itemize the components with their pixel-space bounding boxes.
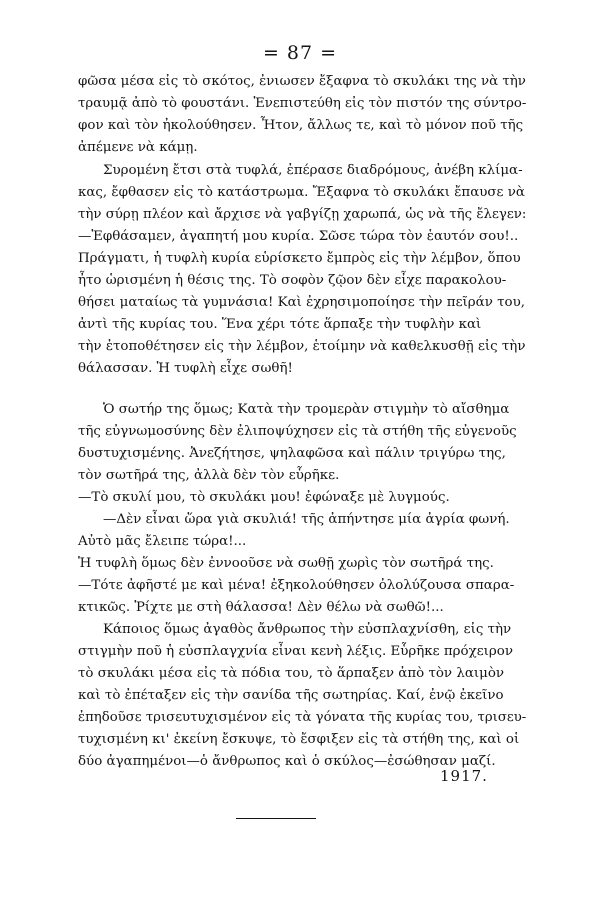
text-line: ἀπέμενε νὰ κάμῃ. [78, 140, 198, 155]
text-line: δύο ἀγαπημένοι—ὁ ἄνθρωπος καὶ ὁ σκύλος—ἐσώθησαν μαζί. [78, 754, 496, 769]
text-line: ἐπηδοῦσε τρισευτυχισμένον εἰς τὰ γόνατα τῆς κυρίας του, τρισευ- [78, 710, 527, 725]
text-line: φον καὶ τὸν ἠκολούθησεν. Ἦτον, ἄλλως τε, καὶ τὸ μόνον ποῦ τῆς [78, 118, 524, 133]
section-divider [236, 818, 316, 819]
text-line: τὸν σωτῆρά της, ἀλλὰ δὲν τὸν εὗρῆκε. [78, 468, 340, 483]
text-line: Συρομένη ἔτσι στὰ τυφλά, ἐπέρασε διαδρόμους, ἀνέβη κλίμα- [103, 163, 523, 178]
text-line: ἦτο ὡρισμένη ἡ θέσις της. Τὸ σοφὸν ζῷον δὲν εἶχε παρακολου- [78, 273, 507, 288]
text-line: δυστυχισμένης. Ἀνεζήτησε, ψηλαφῶσα καὶ πάλιν τριγύρω της, [78, 446, 506, 461]
text-line: Κάποιος ὅμως ἀγαθὸς ἄνθρωπος τὴν εὐσπλαχνίσθη, εἰς τὴν [103, 622, 512, 637]
text-line: τῆς εὐγνωμοσύνης δὲν ἐλιποψύχησεν εἰς τὰ στήθη τῆς εὐγενοῦς [78, 424, 517, 439]
text-line: Ἡ τυφλὴ ὅμως δὲν ἐννοοῦσε νὰ σωθῇ χωρὶς τὸν σωτῆρά της. [78, 556, 494, 571]
year-signature: 1917. [440, 767, 488, 785]
text-line: κτικῶς. Ῥίχτε με στὴ θάλασσα! Δὲν θέλω νὰ σωθῶ!... [78, 600, 444, 615]
text-line: —Ἐφθάσαμεν, ἀγαπητή μου κυρία. Σῶσε τώρα τὸν ἑαυτόν σου!.. [78, 229, 519, 244]
text-line: Αὐτὸ μᾶς ἔλειπε τώρα!... [78, 534, 247, 549]
text-line: —Δὲν εἶναι ὥρα γιὰ σκυλιά! τῆς ἀπήντησε μία ἀγρία φωνή. [103, 512, 510, 527]
text-line: στιγμὴν ποῦ ἡ εὐσπλαγχνία εἶναι κενὴ λέξις. Εὗρῆκε πρόχειρον [78, 644, 513, 659]
text-line: τὴν σύρῃ πλέον καὶ ἄρχισε νὰ γαβγίζῃ χαρωπά, ὡς νὰ τῆς ἔλεγεν: [78, 207, 527, 222]
text-line: τὸ σκυλάκι μέσα εἰς τὰ πόδια του, τὸ ἅρπαξεν ἀπὸ τὸν λαιμὸν [78, 666, 505, 681]
text-line: —Τότε ἀφῆστέ με καὶ μένα! ἐξηκολούθησεν ὀλολύζουσα σπαρα- [78, 578, 515, 593]
text-line: φῶσα μέσα εἰς τὸ σκότος, ἐνιωσεν ἔξαφνα τὸ σκυλάκι της νὰ τὴν [78, 74, 526, 89]
text-line: τραυμᾷ ἀπὸ τὸ φουστάνι. Ἐνεπιστεύθη εἰς τὸν πιστόν της σύντρο- [78, 96, 527, 111]
text-line: τὴν ἐτοποθέτησεν εἰς τὴν λέμβον, ἑτοίμην νὰ καθελκυσθῇ εἰς τὴν [78, 339, 526, 354]
text-line: κας, ἔφθασεν εἰς τὸ κατάστρωμα. Ἔξαφνα τὸ σκυλάκι ἔπαυσε νὰ [78, 185, 525, 200]
text-line: ἀντὶ τῆς κυρίας του. Ἕνα χέρι τότε ἅρπαξε τὴν τυφλὴν καὶ [78, 317, 482, 332]
text-line: —Τὸ σκυλί μου, τὸ σκυλάκι μου! ἐφώναξε μὲ λυγμούς. [78, 490, 450, 505]
text-line: Ὁ σωτήρ της ὅμως; Κατὰ τὴν τρομερὰν στιγμὴν τὸ αἴσθημα [103, 402, 510, 417]
text-line: θάλασσαν. Ἡ τυφλὴ εἶχε σωθῆ! [78, 361, 293, 376]
text-line: Πράγματι, ἡ τυφλὴ κυρία εὑρίσκετο ἔμπρὸς εἰς τὴν λέμβον, ὅπου [78, 251, 521, 266]
text-line: θήσει ματαίως τὰ γυμνάσια! Καὶ ἐχρησιμοποίησε τὴν πεῖράν του, [78, 295, 525, 310]
text-line: καὶ τὸ ἐπέταξεν εἰς τὴν σανίδα τῆς σωτηρίας. Καί, ἐνῷ ἐκεῖνο [78, 688, 504, 703]
page-number: = 87 = [262, 42, 338, 64]
text-line: τυχισμένη κι' ἐκείνη ἔσκυψε, τὸ ἔσφιξεν εἰς τὰ στήθη της, καὶ οἱ [78, 732, 520, 747]
